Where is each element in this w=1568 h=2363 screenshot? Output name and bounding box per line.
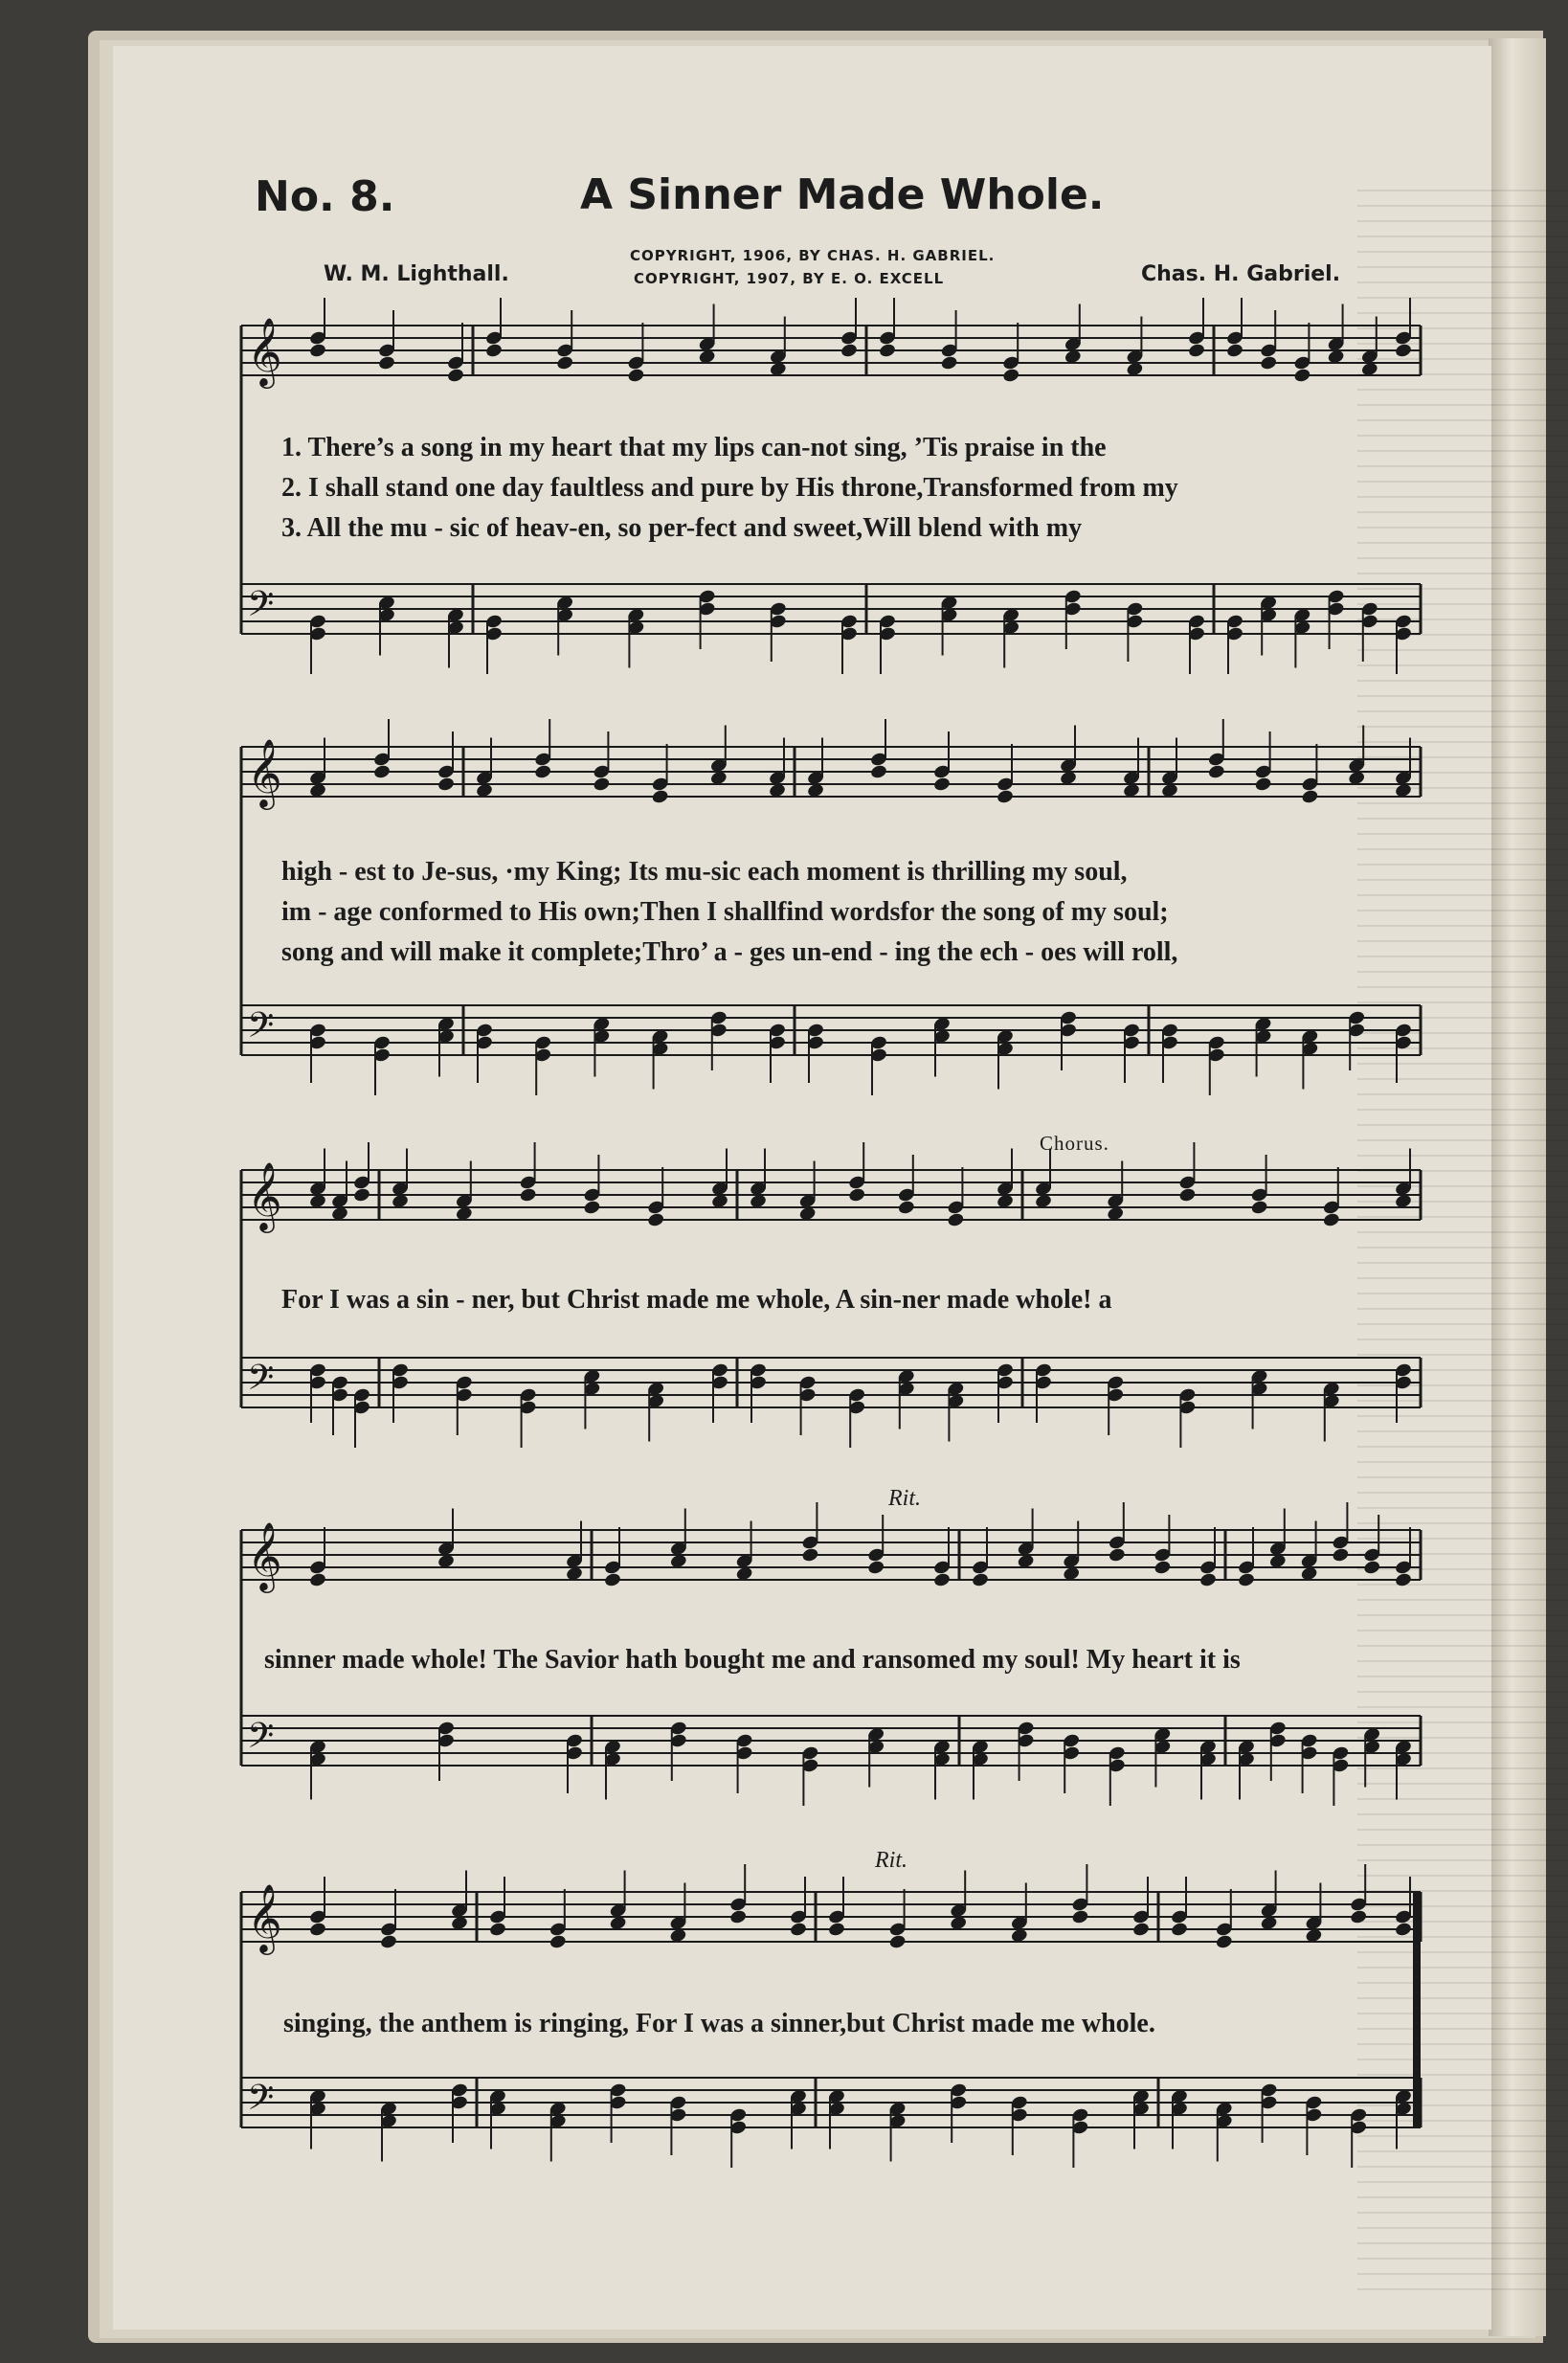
- note-head: [446, 368, 464, 384]
- note-head: [878, 343, 896, 359]
- bass-clef: 𝄢: [247, 1358, 275, 1407]
- note-head: [1250, 1200, 1268, 1216]
- bass-clef: 𝄢: [247, 1716, 275, 1765]
- note-head: [308, 1922, 326, 1938]
- hymn-number: No. 8.: [255, 172, 395, 221]
- note-head: [484, 343, 503, 359]
- note-head: [1002, 368, 1020, 384]
- chorus-label: Chorus.: [1040, 1132, 1109, 1155]
- copyright-line-2: COPYRIGHT, 1907, BY E. O. EXCELL: [634, 270, 945, 287]
- note-head: [1108, 1547, 1126, 1564]
- hymn-title: A Sinner Made Whole.: [580, 170, 1105, 219]
- note-head: [947, 1212, 965, 1228]
- treble-clef: 𝄞: [247, 1882, 282, 1952]
- bass-clef: 𝄢: [247, 1005, 275, 1054]
- note-head: [1394, 1572, 1412, 1588]
- verse-2-line-1: 2. I shall stand one day faultless and pure by His throne,Transformed from my: [281, 473, 1178, 503]
- chorus-line-2: sinner made whole! The Savior hath bought me and ransomed my soul! My heart it is: [264, 1645, 1241, 1675]
- treble-clef: 𝄞: [247, 316, 282, 386]
- note-head: [932, 776, 951, 793]
- chorus-line-1: For I was a sin - ner, but Christ made me whole, A sin-ner made whole! a: [281, 1285, 1112, 1315]
- note-head: [1178, 1187, 1197, 1204]
- treble-clef: 𝄞: [247, 737, 282, 807]
- note-head: [1237, 1572, 1255, 1588]
- chorus-line-3: singing, the anthem is ringing, For I was a sinner,but Christ made me whole.: [283, 2009, 1155, 2038]
- note-head: [867, 1560, 885, 1576]
- note-head: [534, 764, 552, 780]
- note-head: [801, 1547, 819, 1564]
- note-head: [1131, 1922, 1150, 1938]
- note-head: [932, 1572, 951, 1588]
- note-head: [377, 355, 395, 371]
- note-head: [583, 1200, 601, 1216]
- note-head: [627, 368, 645, 384]
- composer-credit: Chas. H. Gabriel.: [1141, 262, 1341, 286]
- note-head: [1301, 789, 1319, 805]
- note-head: [352, 1187, 370, 1204]
- note-head: [897, 1200, 915, 1216]
- note-head: [556, 355, 574, 371]
- note-head: [488, 1922, 506, 1938]
- note-head: [519, 1187, 537, 1204]
- note-head: [1363, 1560, 1381, 1576]
- note-head: [1187, 343, 1205, 359]
- author-credit: W. M. Lighthall.: [324, 262, 509, 286]
- note-head: [372, 764, 391, 780]
- treble-clef: 𝄞: [247, 1520, 282, 1590]
- note-head: [1215, 1934, 1233, 1950]
- note-head: [1198, 1572, 1217, 1588]
- final-bar: [1413, 1892, 1421, 2127]
- note-head: [1071, 1909, 1089, 1925]
- note-head: [1322, 1212, 1340, 1228]
- verse-3-line-1: 3. All the mu - sic of heav-en, so per-fect and sweet,Will blend with my: [281, 513, 1083, 543]
- note-head: [1254, 776, 1272, 793]
- note-head: [651, 789, 669, 805]
- note-head: [971, 1572, 989, 1588]
- note-head: [1207, 764, 1225, 780]
- note-head: [729, 1909, 748, 1925]
- treble-clef: 𝄞: [247, 1160, 282, 1230]
- note-head: [1154, 1560, 1172, 1576]
- note-head: [593, 776, 611, 793]
- note-head: [437, 776, 455, 793]
- note-head: [1394, 1922, 1412, 1938]
- note-head: [1225, 343, 1243, 359]
- note-head: [379, 1934, 397, 1950]
- note-head: [840, 343, 858, 359]
- note-head: [888, 1934, 907, 1950]
- bass-clef: 𝄢: [247, 2078, 275, 2127]
- note-head: [1332, 1547, 1350, 1564]
- note-head: [549, 1934, 567, 1950]
- note-head: [1394, 343, 1412, 359]
- verse-3-line-2: song and will make it complete;Thro’ a - ges un-end - ing the ech - oes will roll,: [281, 937, 1178, 967]
- note-head: [940, 355, 958, 371]
- verse-2-line-2: im - age conformed to His own;Then I shallfind wordsfor the song of my soul;: [281, 897, 1169, 927]
- note-head: [308, 343, 326, 359]
- note-head: [827, 1922, 845, 1938]
- note-head: [308, 1572, 326, 1588]
- note-head: [848, 1187, 866, 1204]
- note-head: [869, 764, 887, 780]
- verse-1-line-1: 1. There’s a song in my heart that my lips can-not sing, ’Tis praise in the: [281, 433, 1107, 462]
- note-head: [603, 1572, 621, 1588]
- note-head: [647, 1212, 665, 1228]
- note-head: [1260, 355, 1278, 371]
- note-head: [789, 1922, 807, 1938]
- bass-clef: 𝄢: [247, 584, 275, 633]
- note-head: [1170, 1922, 1188, 1938]
- note-head: [1293, 368, 1311, 384]
- ritardando-mark-2: Rit.: [875, 1848, 907, 1873]
- ritardando-mark-1: Rit.: [888, 1486, 921, 1511]
- note-head: [996, 789, 1014, 805]
- note-head: [1350, 1909, 1368, 1925]
- verse-1-line-2: high - est to Je-sus, ·my King; Its mu-sic each moment is thrilling my soul,: [281, 857, 1128, 887]
- copyright-line-1: COPYRIGHT, 1906, BY CHAS. H. GABRIEL.: [630, 247, 996, 264]
